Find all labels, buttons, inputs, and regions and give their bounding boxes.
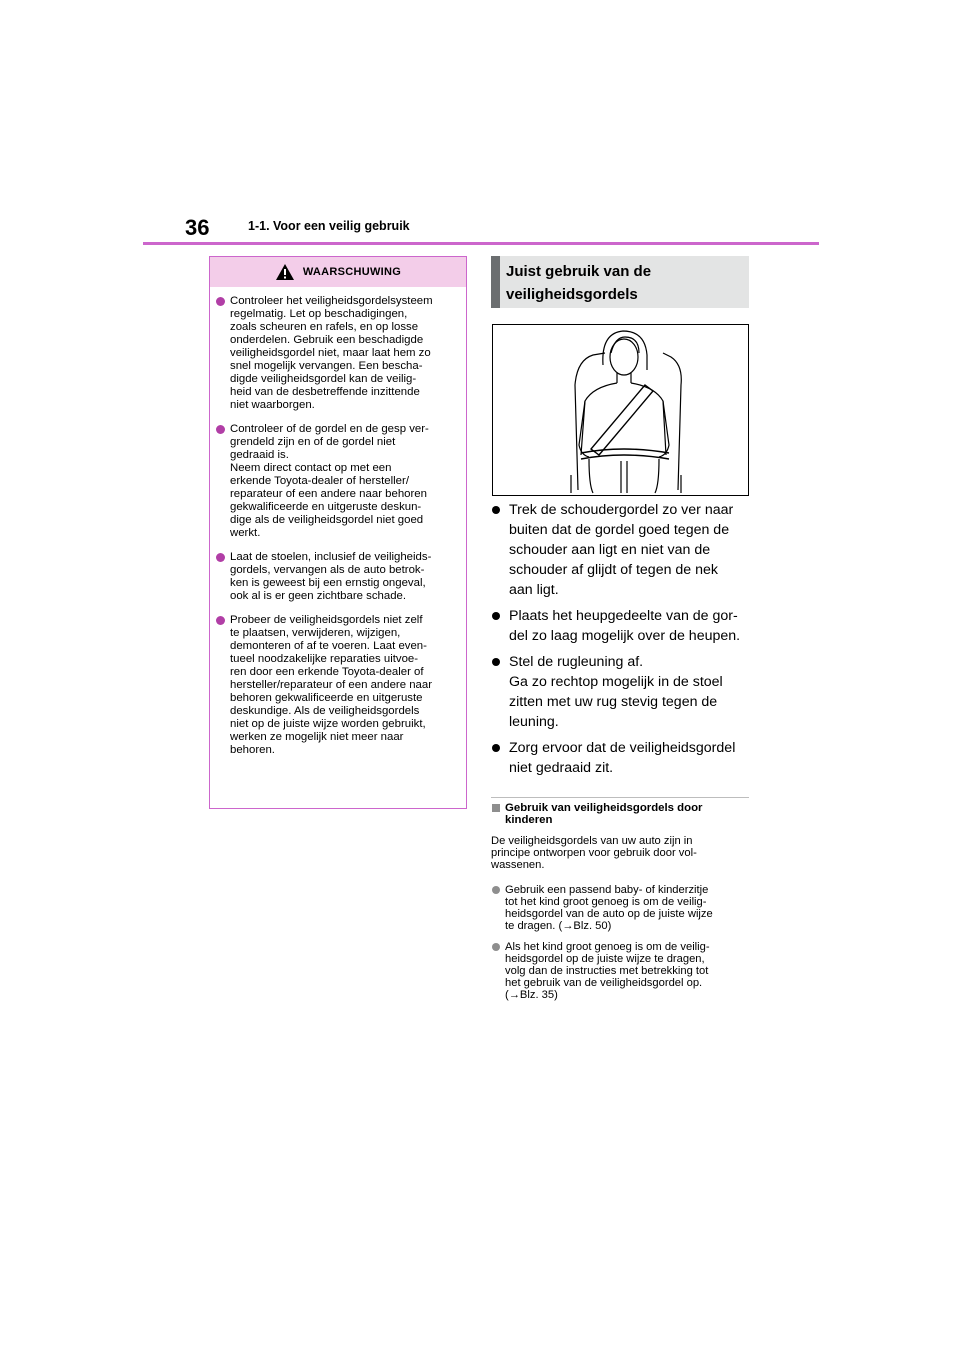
warning-item-text: Laat de stoelen, inclusief de veiligheids- gordels, vervangen als de auto betrok- ken is geweest bij een ernstig ongeval, ook al is er geen zichtbare schade. — [230, 551, 432, 602]
bullet-dot-icon — [492, 943, 500, 951]
warning-item — [214, 551, 460, 603]
list-item — [491, 941, 751, 1001]
warning-item — [214, 295, 460, 412]
subheading-text: Gebruik van veiligheidsgordels door kinderen — [505, 802, 703, 826]
bullet-dot-icon — [492, 506, 500, 514]
bullet-dot-icon — [492, 612, 500, 620]
bullet-dot-icon — [216, 616, 225, 625]
warning-item — [214, 614, 460, 757]
list-item — [491, 884, 751, 932]
warning-list — [210, 287, 466, 757]
section-title: 1-1. Voor een veilig gebruik — [248, 219, 410, 233]
bullet-dot-icon — [492, 658, 500, 666]
list-item-text: Stel de rugleuning af. Ga zo rechtop mogelijk in de stoel zitten met uw rug stevig tegen de leuning. — [509, 654, 723, 730]
list-item-text: Plaats het heupgedeelte van de gor- del zo laag mogelijk over de heupen. — [509, 608, 741, 644]
warning-header — [210, 257, 466, 287]
section-header — [491, 256, 749, 308]
usage-bullet-list — [492, 500, 752, 784]
warning-triangle-icon — [275, 263, 295, 281]
bullet-dot-icon — [492, 886, 500, 894]
list-item-text: Als het kind groot genoeg is om de veilig- heidsgordel op de juiste wijze te dragen, volg dan de instructies met betrekking tot het gebruik van de veiligheidsgordel op. (→Blz. 35) — [505, 941, 710, 1001]
bullet-dot-icon — [492, 744, 500, 752]
section-divider — [491, 797, 749, 798]
children-list — [491, 884, 751, 1010]
warning-box — [209, 256, 467, 809]
section-header-line1: Juist gebruik van de — [506, 263, 652, 280]
warning-item-text: Probeer de veiligheidsgordels niet zelf te plaatsen, verwijderen, wijzigen, demonteren of af te voeren. Laat even- tueel noodzakelijke reparaties uitvoe- ren door een erkende Toyota-dealer of hersteller/reparateur of een andere naar behoren gekwalificeerde en uitgeruste deskundige. Als de veiligheidsgordels niet op de juiste wijze worden gebruikt, werken ze mogelijk niet meer naar behoren. — [230, 614, 432, 756]
bullet-dot-icon — [216, 297, 225, 306]
subheading — [491, 802, 749, 826]
list-item-text: Trek de schoudergordel zo ver naar buiten dat de gordel goed tegen de schouder aan ligt en niet van de schouder af glijdt of tegen de nek aan ligt. — [509, 502, 734, 598]
list-item — [492, 652, 752, 732]
warning-item-text: Controleer of de gordel en de gesp ver- grendeld zijn en of de gordel niet gedraaid is. Neem direct contact op met een erkende Toyota-dealer of hersteller/ reparateur of een andere naar behoren gekwalificeerde en uitgeruste deskun- dige als de veiligheidsgordel niet goed werkt. — [230, 423, 429, 539]
bullet-dot-icon — [216, 425, 225, 434]
warning-item-text: Controleer het veiligheidsgordelsysteem regelmatig. Let op beschadigingen, zoals scheuren en rafels, en op losse onderdelen. Gebruik een beschadigde veiligheidsgordel niet, maar laat hem zo snel mogelijk vervangen. Een bescha- digde veiligheidsgordel kan de veilig- heid van de desbetreffende inzittende niet waarborgen. — [230, 295, 433, 411]
list-item-text: Gebruik een passend baby- of kinderzitje tot het kind groot genoeg is om de veilig- heidsgordel van de auto op de juiste wijze te dragen. (→Blz. 50) — [505, 884, 713, 932]
bullet-dot-icon — [216, 553, 225, 562]
section-header-line2: veiligheidsgordels — [506, 286, 638, 303]
square-bullet-icon — [492, 804, 500, 812]
warning-item — [214, 423, 460, 540]
seatbelt-illustration — [492, 324, 749, 496]
list-item — [492, 738, 752, 778]
warning-title: WAARSCHUWING — [302, 266, 402, 278]
list-item — [492, 500, 752, 600]
intro-paragraph: De veiligheidsgordels van uw auto zijn in principe ontworpen voor gebruik door vol- wassenen. — [491, 835, 697, 871]
page-number: 36 — [185, 215, 210, 240]
seated-person-illustration — [493, 325, 748, 495]
header-divider — [143, 242, 819, 245]
list-item — [492, 606, 752, 646]
list-item-text: Zorg ervoor dat de veiligheidsgordel niet gedraaid zit. — [509, 740, 736, 776]
